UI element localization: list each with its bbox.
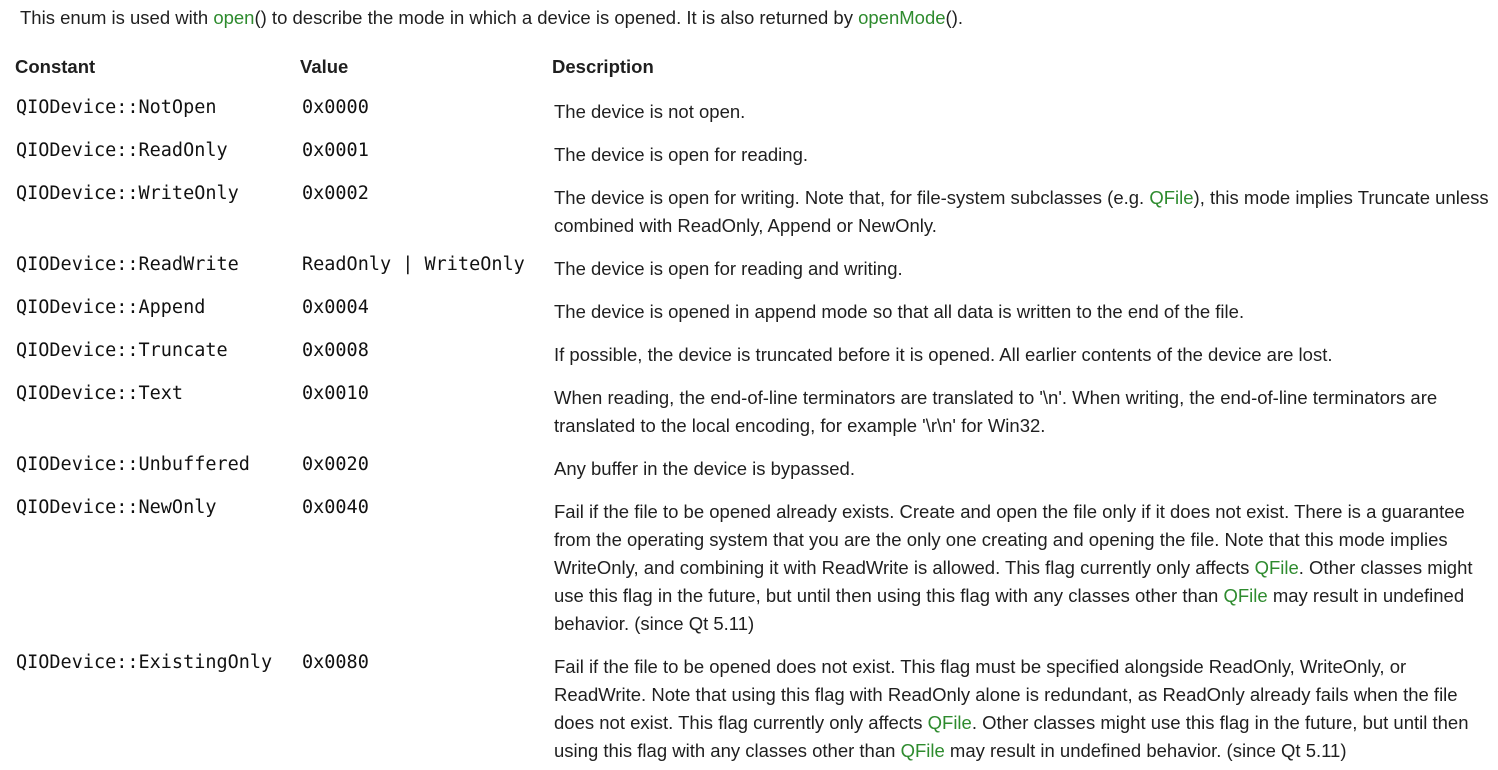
description-cell bbox=[554, 298, 1494, 326]
description-text: The device is open for reading. bbox=[554, 144, 809, 165]
description-text: Fail if the file to be opened does not exist. This flag must be specified alongside ReadOnly, WriteOnly, or ReadWrite. Note that using this flag with ReadOnly alone is redundant, as ReadOnly already fails when the file does not exist. This flag currently only affects bbox=[554, 656, 1458, 733]
description-text: may result in undefined behavior. (since Qt 5.11) bbox=[944, 740, 1347, 761]
value-cell: 0x0001 bbox=[302, 140, 369, 161]
qfile-link[interactable]: QFile bbox=[1254, 557, 1299, 578]
qfile-link[interactable]: QFile bbox=[1223, 585, 1268, 606]
description-text: Any buffer in the device is bypassed. bbox=[554, 458, 855, 479]
description-cell bbox=[554, 653, 1494, 765]
intro-paragraph bbox=[20, 6, 963, 30]
constant-cell: QIODevice::NotOpen bbox=[16, 97, 217, 118]
description-cell bbox=[554, 98, 1494, 126]
value-cell: 0x0080 bbox=[302, 652, 369, 673]
description-text: The device is not open. bbox=[554, 101, 746, 122]
description-text: When reading, the end-of-line terminators are translated to '\n'. When writing, the end-of-line terminators are translated to the local encoding, for example '\r\n' for Win32. bbox=[554, 387, 1438, 436]
constant-cell: QIODevice::ReadOnly bbox=[16, 140, 228, 161]
description-cell bbox=[554, 341, 1494, 369]
openmode-link[interactable]: openMode bbox=[858, 7, 946, 28]
intro-text-3: (). bbox=[945, 7, 964, 28]
description-cell bbox=[554, 184, 1494, 240]
description-cell bbox=[554, 498, 1494, 638]
value-cell: 0x0004 bbox=[302, 297, 369, 318]
value-cell: 0x0040 bbox=[302, 497, 369, 518]
value-cell: 0x0000 bbox=[302, 97, 369, 118]
constant-cell: QIODevice::WriteOnly bbox=[16, 183, 239, 204]
description-text: If possible, the device is truncated before it is opened. All earlier contents of the device are lost. bbox=[554, 344, 1333, 365]
constant-cell: QIODevice::Truncate bbox=[16, 340, 228, 361]
constant-cell: QIODevice::Text bbox=[16, 383, 184, 404]
header-constant: Constant bbox=[15, 56, 96, 77]
qfile-link[interactable]: QFile bbox=[900, 740, 945, 761]
value-cell: 0x0020 bbox=[302, 454, 369, 475]
value-cell: ReadOnly | WriteOnly bbox=[302, 254, 525, 275]
value-cell: 0x0008 bbox=[302, 340, 369, 361]
intro-text-2: () to describe the mode in which a device is opened. It is also returned by bbox=[254, 7, 859, 28]
constant-cell: QIODevice::ReadWrite bbox=[16, 254, 239, 275]
qfile-link[interactable]: QFile bbox=[927, 712, 972, 733]
description-text: may result in undefined behavior. (since Qt 5.11) bbox=[554, 585, 1465, 634]
description-cell bbox=[554, 455, 1494, 483]
header-value: Value bbox=[300, 56, 349, 77]
description-text: . Other classes might use this flag in the future, but until then using this flag with any classes other than bbox=[554, 712, 1469, 761]
constant-cell: QIODevice::Append bbox=[16, 297, 206, 318]
constant-cell: QIODevice::ExistingOnly bbox=[16, 652, 273, 673]
value-cell: 0x0010 bbox=[302, 383, 369, 404]
constant-cell: QIODevice::Unbuffered bbox=[16, 454, 250, 475]
intro-text-1: This enum is used with bbox=[20, 7, 214, 28]
qfile-link[interactable]: QFile bbox=[1149, 187, 1194, 208]
description-text: . Other classes might use this flag in the future, but until then using this flag with any classes other than bbox=[554, 557, 1473, 606]
description-text: The device is open for writing. Note that, for file-system subclasses (e.g. bbox=[554, 187, 1150, 208]
description-text: Fail if the file to be opened already exists. Create and open the file only if it does not exist. There is a guarantee from the operating system that you are the only one creating and opening the file. Note that this mode implies WriteOnly, and combining it with ReadWrite is allowed. This flag currently only affects bbox=[554, 501, 1465, 578]
open-link[interactable]: open bbox=[213, 7, 255, 28]
description-text: ), this mode implies Truncate unless combined with ReadOnly, Append or NewOnly. bbox=[554, 187, 1489, 236]
constant-cell: QIODevice::NewOnly bbox=[16, 497, 217, 518]
header-description: Description bbox=[552, 56, 654, 77]
value-cell: 0x0002 bbox=[302, 183, 369, 204]
description-cell bbox=[554, 384, 1494, 440]
description-cell bbox=[554, 255, 1494, 283]
description-text: The device is opened in append mode so that all data is written to the end of the file. bbox=[554, 301, 1245, 322]
description-cell bbox=[554, 141, 1494, 169]
description-text: The device is open for reading and writing. bbox=[554, 258, 903, 279]
